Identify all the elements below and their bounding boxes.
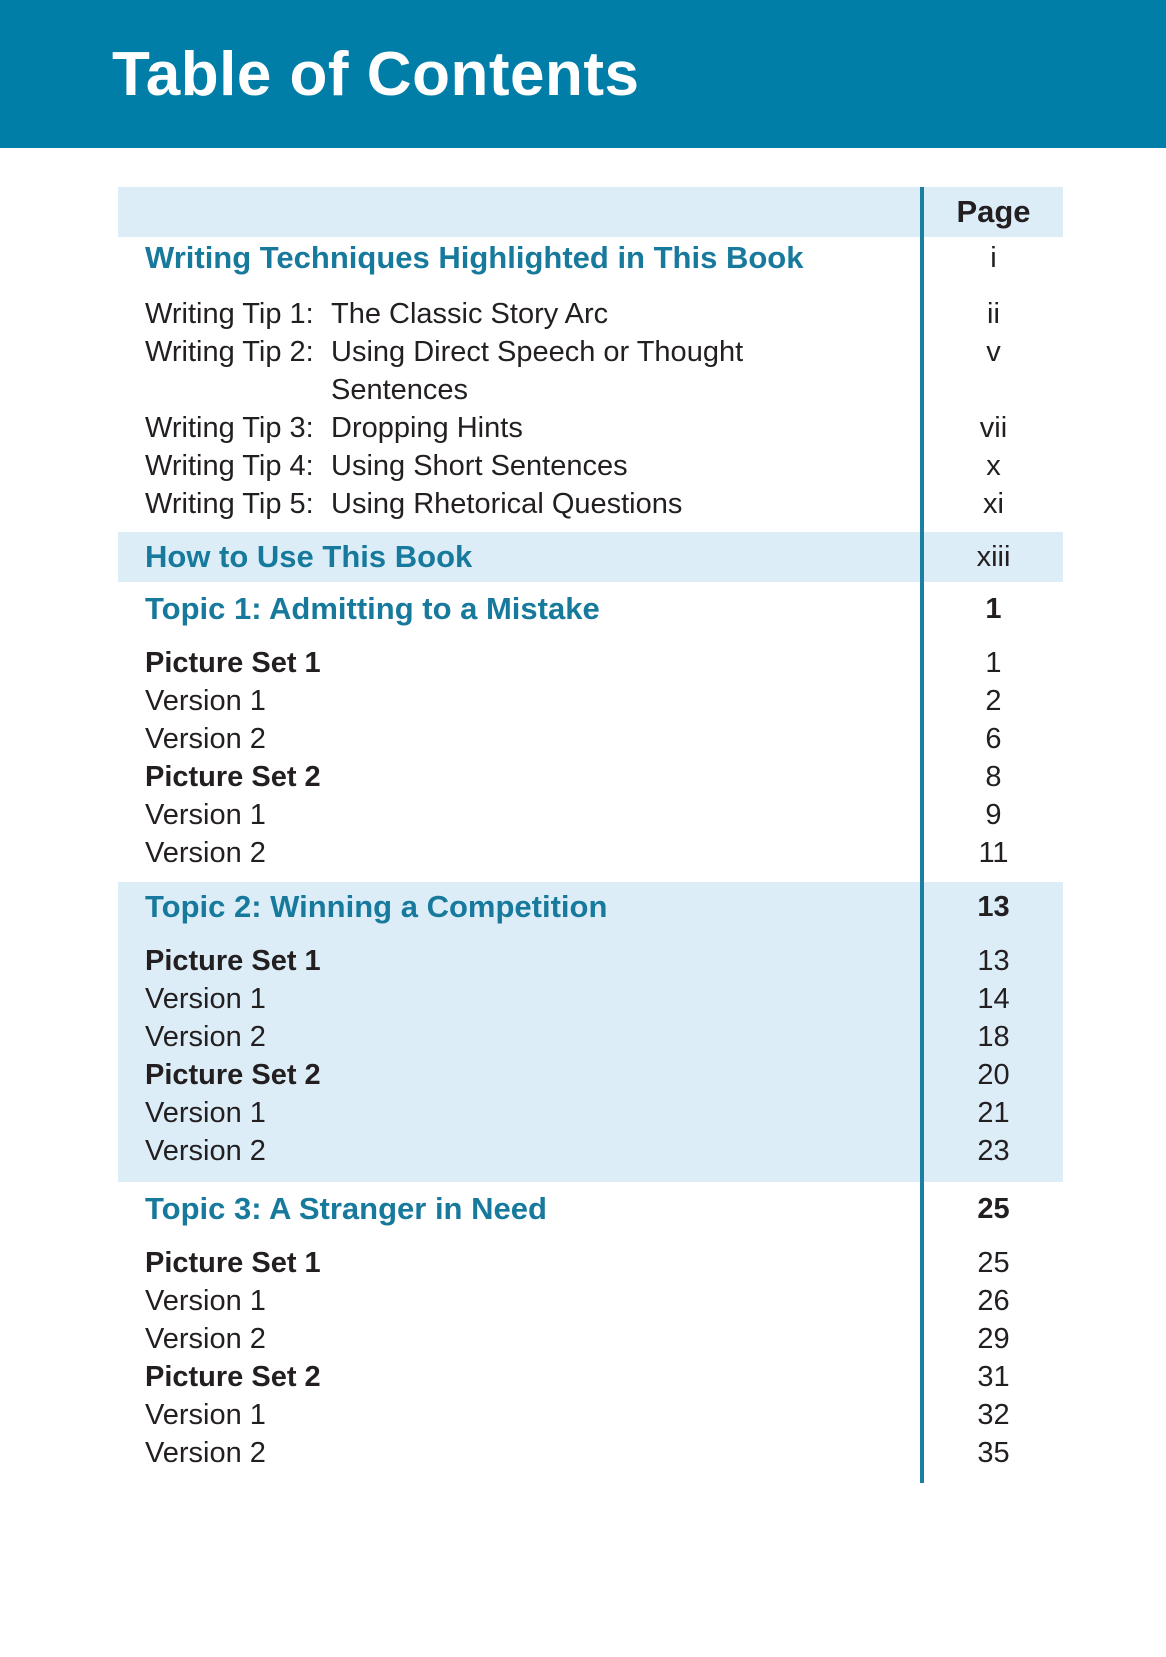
title-band	[0, 0, 1166, 148]
page-number: 21	[977, 1096, 1010, 1129]
entry-label: Topic 1: Admitting to a Mistake	[145, 591, 600, 626]
entry-label: Version 2	[145, 1020, 266, 1053]
entry-label: Picture Set 2	[145, 1058, 321, 1091]
entry-label: Picture Set 1	[145, 944, 321, 977]
entry-label: Version 1	[145, 798, 266, 831]
entry-label: Version 1	[145, 684, 266, 717]
entry-label: Picture Set 1	[145, 646, 321, 679]
page-number: 13	[977, 944, 1010, 977]
entry-label: How to Use This Book	[145, 539, 473, 574]
page-number: xiii	[976, 540, 1011, 573]
page-number: 13	[977, 890, 1010, 923]
tip-label: Writing Tip 5:	[145, 487, 314, 520]
entry-label: Version 2	[145, 1436, 266, 1469]
page-number: 1	[985, 592, 1002, 625]
tip-title: Dropping Hints	[331, 411, 523, 444]
page-number: xi	[983, 487, 1004, 520]
page-column-divider	[920, 187, 924, 1483]
tip-title: Using Short Sentences	[331, 449, 628, 482]
entry-label: Topic 3: A Stranger in Need	[145, 1191, 547, 1226]
entry-label: Version 2	[145, 836, 266, 869]
page-number: 9	[985, 798, 1002, 831]
page-number: 1	[985, 646, 1002, 679]
page-number: 29	[977, 1322, 1010, 1355]
entry-label: Version 2	[145, 1134, 266, 1167]
page-number: 35	[977, 1436, 1010, 1469]
page-number: ii	[987, 297, 1000, 330]
entry-label: Writing Techniques Highlighted in This Book	[145, 240, 804, 275]
entry-label: Version 2	[145, 1322, 266, 1355]
tip-label: Writing Tip 1:	[145, 297, 314, 330]
page-number: 25	[977, 1246, 1010, 1279]
page-number: 8	[985, 760, 1002, 793]
page-number: v	[986, 335, 1001, 368]
page-number: x	[986, 449, 1001, 482]
page-number: 23	[977, 1134, 1010, 1167]
entry-label: Topic 2: Winning a Competition	[145, 889, 608, 924]
toc-table	[118, 187, 1063, 1483]
page-number: 6	[985, 722, 1002, 755]
entry-label: Picture Set 2	[145, 760, 321, 793]
page-number: 11	[978, 836, 1009, 869]
page-number: 25	[977, 1192, 1010, 1225]
entry-label: Version 1	[145, 982, 266, 1015]
page-number: i	[990, 241, 997, 274]
entry-label: Version 2	[145, 722, 266, 755]
tip-title: Using Direct Speech or Thought	[331, 335, 744, 368]
entry-label: Version 1	[145, 1284, 266, 1317]
tip-label: Writing Tip 4:	[145, 449, 314, 482]
page-number: 20	[977, 1058, 1010, 1091]
entry-label: Version 1	[145, 1398, 266, 1431]
entry-label: Picture Set 1	[145, 1246, 321, 1279]
tip-label: Writing Tip 3:	[145, 411, 314, 444]
tip-title: Using Rhetorical Questions	[331, 487, 683, 520]
page-number: 26	[977, 1284, 1010, 1317]
page-number: vii	[979, 411, 1008, 444]
page-title: Table of Contents	[112, 39, 640, 109]
tip-title-continuation: Sentences	[331, 373, 469, 406]
page-number: 32	[977, 1398, 1010, 1431]
entry-label: Version 1	[145, 1096, 266, 1129]
tip-title: The Classic Story Arc	[331, 297, 609, 330]
page-column-header: Page	[956, 194, 1031, 229]
entry-label: Picture Set 2	[145, 1360, 321, 1393]
page-number: 31	[977, 1360, 1010, 1393]
page-number: 2	[985, 684, 1002, 717]
page-number: 18	[977, 1020, 1010, 1053]
page-number: 14	[977, 982, 1010, 1015]
tip-label: Writing Tip 2:	[145, 335, 314, 368]
